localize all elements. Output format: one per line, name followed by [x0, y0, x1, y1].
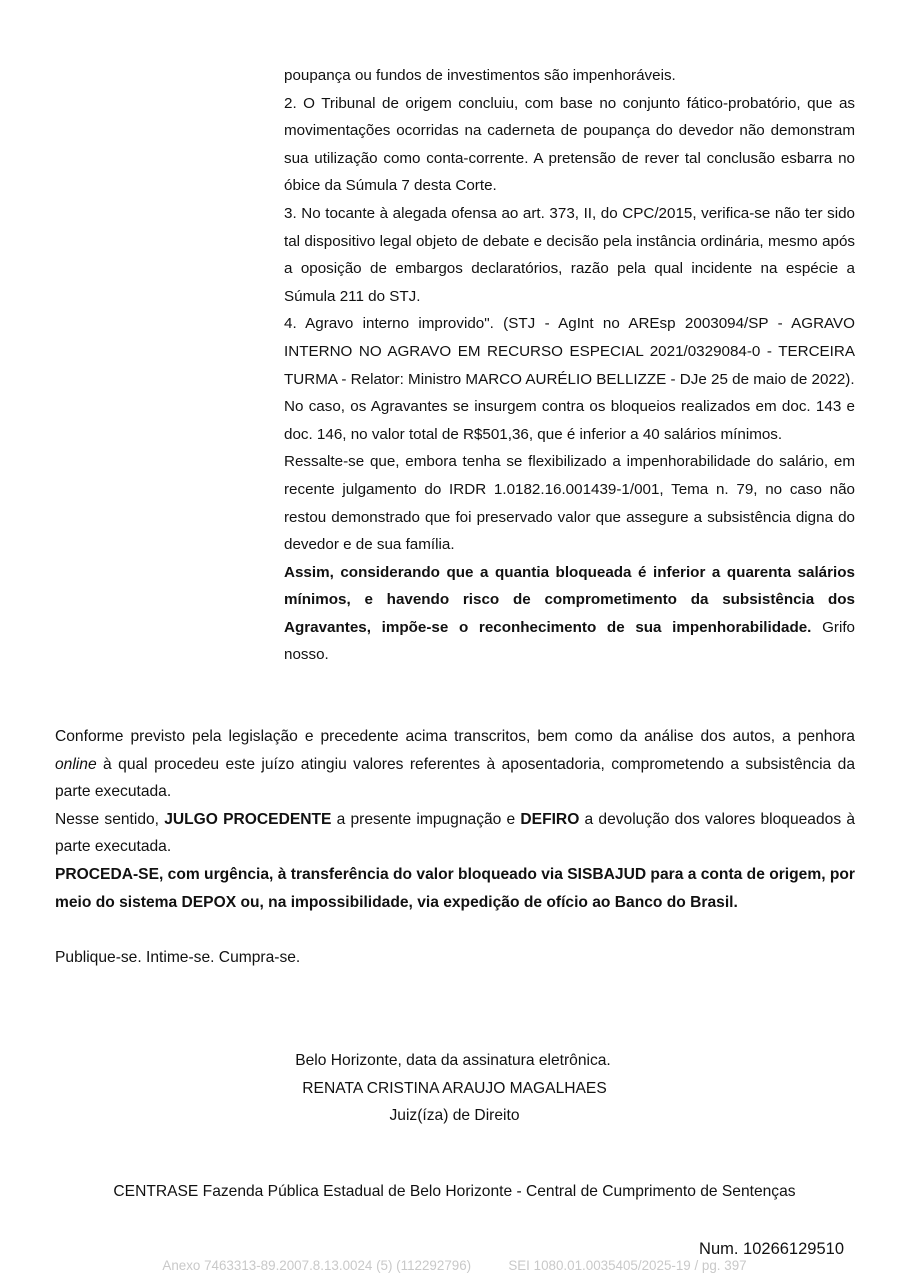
- judge-title: Juiz(íza) de Direito: [389, 1107, 520, 1125]
- body-paragraph-order: [55, 861, 855, 916]
- body-bold-text: DEFIRO: [520, 810, 580, 828]
- quote-paragraph: 3. No tocante à alegada ofensa ao art. 373, II, do CPC/2015, verifica-se não ter sido tal dispositivo legal objeto de debate e decisão pela instância ordinária, mesmo após a oposição de embargos declaratórios, razão pela qual incidente na espécie a Súmula 211 do STJ.: [284, 204, 855, 305]
- quoted-precedent: [284, 62, 855, 669]
- quote-bold-text: Assim, considerando que a quantia bloqueada é inferior a quarenta salários mínimos, e havendo risco de comprometimento da subsistência dos Agravantes, impõe-se o reconhecimento de sua impenhorabilidade.: [284, 563, 855, 636]
- quote-paragraph: No caso, os Agravantes se insurgem contra os bloqueios realizados em doc. 143 e doc. 146, no valor total de R$501,36, que é inferior a 40 salários mínimos.: [284, 398, 855, 443]
- body-text: à qual procedeu este juízo atingiu valores referentes à aposentadoria, comprometendo a subsistência da parte executada.: [55, 755, 855, 801]
- quote-tail-text: Grifo nosso.: [284, 618, 855, 664]
- body-paragraph: [55, 806, 855, 861]
- body-text: Nesse sentido,: [55, 810, 165, 828]
- body-italic-text: online: [55, 755, 97, 773]
- body-text: Conforme previsto pela legislação e precedente acima transcritos, bem como da análise dos autos, a penhora: [55, 728, 855, 745]
- body-bold-text: JULGO PROCEDENTE: [164, 810, 332, 828]
- body-text: a presente impugnação e: [331, 810, 521, 828]
- signature-block: [0, 1047, 909, 1130]
- quote-paragraph: poupança ou fundos de investimentos são impenhoráveis.: [284, 67, 676, 84]
- judge-name: RENATA CRISTINA ARAUJO MAGALHAES: [302, 1079, 607, 1097]
- place-date: Belo Horizonte, data da assinatura eletrônica.: [295, 1052, 611, 1069]
- quote-paragraph-emphasis: [284, 559, 855, 669]
- body-bold-text: PROCEDA-SE, com urgência, à transferência do valor bloqueado via SISBAJUD para a conta de origem, por meio do sistema DEPOX ou, na impossibilidade, via expedição de ofício ao Banco do Brasil.: [55, 865, 855, 911]
- body-text: a devolução dos valores bloqueados à parte executada.: [55, 810, 855, 856]
- court-unit-footer: CENTRASE Fazenda Pública Estadual de Belo Horizonte - Central de Cumprimento de Sentenças: [113, 1183, 796, 1200]
- quote-paragraph: Ressalte-se que, embora tenha se flexibilizado a impenhorabilidade do salário, em recente julgamento do IRDR 1.0182.16.001439-1/001, Tema n. 79, no caso não restou demonstrado que foi preservado valor que assegure a subsistência digna do devedor e de sua família.: [284, 453, 855, 554]
- watermark-stamp: Anexo 7463313-89.2007.8.13.0024 (5) (112292796) SEI 1080.01.0035405/2025-19 / pg. 397: [162, 1258, 747, 1273]
- body-paragraph: [55, 723, 855, 806]
- quote-paragraph: 4. Agravo interno improvido". (STJ - AgInt no AREsp 2003094/SP - AGRAVO INTERNO NO AGRAVO EM RECURSO ESPECIAL 2021/0329084-0 - TERCEIRA TURMA - Relator: Ministro MARCO AURÉLIO BELLIZZE - DJe 25 de maio de 2022).: [284, 315, 855, 388]
- decision-body: [55, 723, 855, 971]
- blank-line: [55, 916, 855, 944]
- document-number: Num. 10266129510: [699, 1240, 844, 1258]
- quote-paragraph: 2. O Tribunal de origem concluiu, com base no conjunto fático-probatório, que as movimentações ocorridas na caderneta de poupança do devedor não demonstram sua utilização como conta-corrente. A pretensão de rever tal conclusão esbarra no óbice da Súmula 7 desta Corte.: [284, 94, 855, 195]
- body-paragraph-closing: Publique-se. Intime-se. Cumpra-se.: [55, 948, 301, 966]
